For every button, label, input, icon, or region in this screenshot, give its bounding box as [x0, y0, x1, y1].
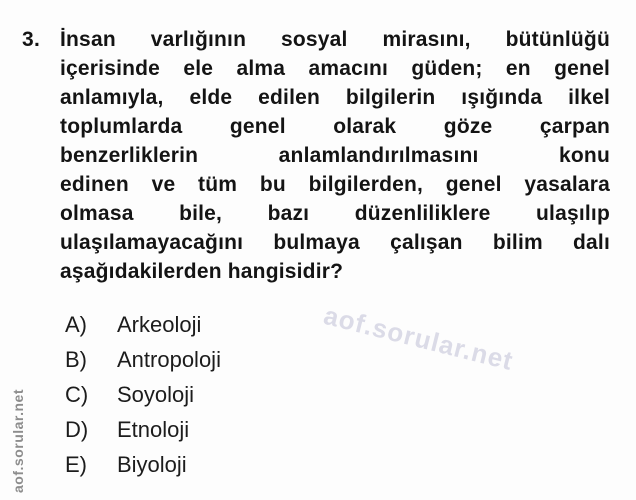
option-row-e: [65, 447, 636, 482]
watermark-diagonal: aof.sorular.net: [320, 300, 517, 377]
option-label: Biyoloji: [117, 451, 187, 477]
question-line: edinen ve tüm bu bilgilerden, genel yasalara: [60, 173, 610, 196]
option-label: Arkeoloji: [117, 311, 202, 337]
question-number: 3.: [22, 28, 41, 51]
option-letter: C): [65, 381, 89, 407]
option-label: Soyoloji: [117, 381, 195, 407]
option-letter: B): [65, 346, 87, 372]
option-letter: D): [65, 416, 89, 442]
watermark-side: aof.sorular.net: [10, 389, 26, 493]
option-letter: E): [65, 451, 87, 477]
option-row-a: [65, 307, 636, 342]
question-line: benzerliklerin anlamlandırılmasını konu: [60, 144, 610, 167]
question-line: içerisinde ele alma amacını güden; en genel: [60, 57, 610, 80]
question-line: anlamıyla, elde edilen bilgilerin ışığında ilkel: [60, 86, 610, 109]
options-list: [65, 307, 636, 482]
option-row-b: [65, 342, 636, 377]
question-line: ulaşılamayacağını bulmaya çalışan bilim dalı: [60, 231, 610, 254]
option-letter: A): [65, 311, 87, 337]
option-row-c: [65, 377, 636, 412]
question-text: [60, 25, 610, 286]
option-label: Etnoloji: [117, 416, 190, 442]
option-row-d: [65, 412, 636, 447]
question-line: olmasa bile, bazı düzenliliklere ulaşılıp: [60, 202, 610, 225]
option-label: Antropoloji: [117, 346, 221, 372]
question-line: İnsan varlığının sosyal mirasını, bütünlüğü: [60, 28, 610, 51]
question-line: aşağıdakilerden hangisidir?: [60, 260, 344, 283]
question-line: toplumlarda genel olarak göze çarpan: [60, 115, 610, 138]
